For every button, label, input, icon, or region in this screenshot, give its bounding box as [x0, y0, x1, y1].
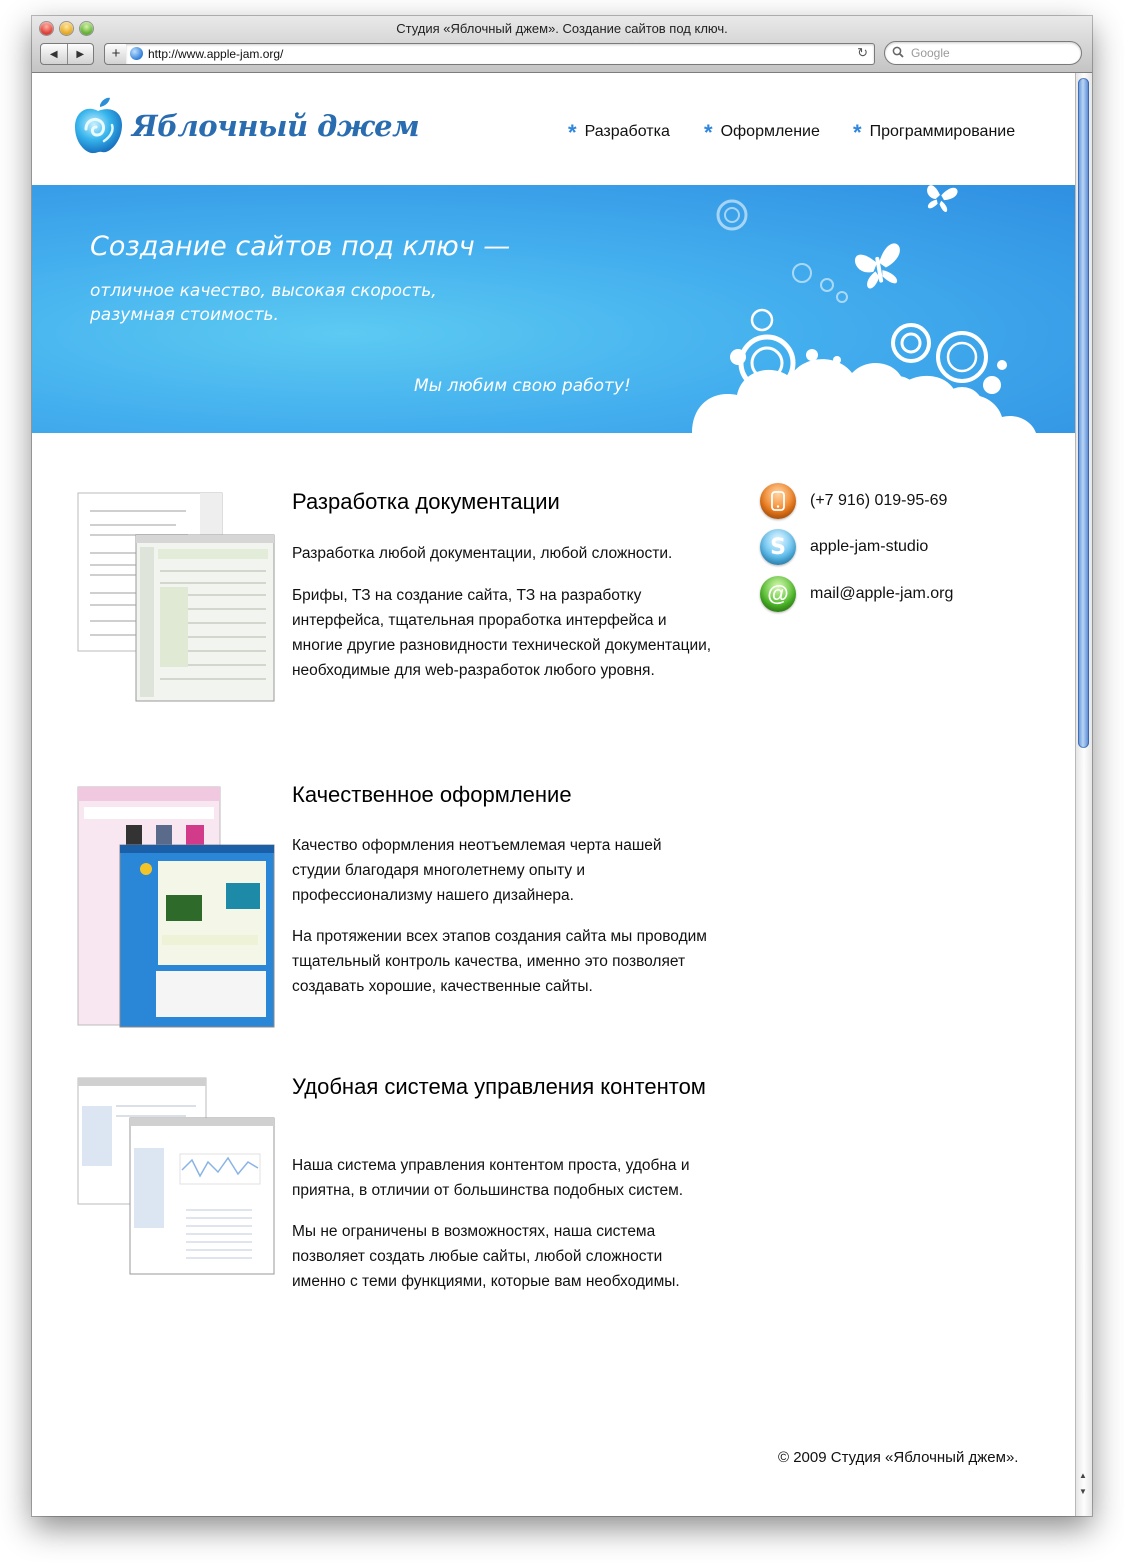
- design-screenshot-thumbnail[interactable]: [76, 785, 276, 1031]
- banner-motto: Мы любим свою работу!: [414, 376, 631, 396]
- cms-screenshot-thumbnail[interactable]: [76, 1076, 276, 1276]
- window-title: Студия «Яблочный джем». Создание сайтов под ключ.: [396, 21, 728, 36]
- section-title-cms: Удобная система управления контентом: [292, 1074, 706, 1099]
- section-text-documentation-1: Разработка любой документации, любой сложности.: [292, 545, 673, 562]
- contact-mail[interactable]: [760, 576, 1020, 612]
- history-buttons: [40, 43, 94, 65]
- main-nav: [568, 120, 670, 145]
- banner-subtitle-line2: разумная стоимость.: [90, 305, 279, 325]
- add-bookmark-button[interactable]: [104, 43, 128, 65]
- contact-mail-text[interactable]: mail@apple-jam.org: [810, 585, 954, 602]
- footer-copyright: © 2009 Студия «Яблочный джем».: [778, 1449, 1019, 1466]
- contact-phone[interactable]: [760, 483, 1020, 519]
- address-bar[interactable]: [126, 43, 875, 65]
- section-text-design-1: Качество оформления неотъемлемая черта нашей студии благодаря многолетнему опыту и профессионализму нашего дизайнера.: [292, 837, 662, 904]
- mail-icon: @: [760, 576, 796, 612]
- main-nav-programming: [853, 120, 1016, 145]
- nav-item-design[interactable]: Оформление: [720, 123, 820, 140]
- bubbles-butterflies-illustration: [672, 185, 1076, 433]
- banner-subtitle: [90, 279, 437, 327]
- forward-button[interactable]: [67, 44, 94, 64]
- reload-icon[interactable]: ↻: [857, 45, 868, 60]
- documentation-screenshot-thumbnail[interactable]: [76, 491, 276, 705]
- scroll-down-arrow-icon[interactable]: ▼: [1079, 1487, 1087, 1496]
- logo-text[interactable]: Яблочный джем: [132, 109, 420, 143]
- section-text-cms-2: Мы не ограничены в возможностях, наша система позволяет создать любые сайты, любой сложности именно с теми функциями, которые вам необходимы.: [292, 1223, 680, 1290]
- asterisk-icon: *: [704, 120, 713, 145]
- search-icon: [892, 46, 904, 58]
- browser-window: [32, 16, 1092, 1516]
- section-title-documentation: Разработка документации: [292, 489, 560, 514]
- contact-skype-text: apple-jam-studio: [810, 538, 929, 555]
- banner-subtitle-line1: отличное качество, высокая скорость,: [90, 281, 437, 301]
- title-bar: [32, 16, 1092, 73]
- plus-icon: +: [111, 45, 121, 62]
- scroll-up-arrow-icon[interactable]: ▲: [1079, 1471, 1087, 1480]
- page-content: [32, 73, 1076, 1516]
- main-nav-design: [704, 120, 820, 145]
- banner-headline: Создание сайтов под ключ —: [90, 231, 511, 262]
- nav-item-development[interactable]: Разработка: [584, 123, 670, 140]
- address-text: http://www.apple-jam.org/: [148, 47, 284, 61]
- vertical-scrollbar[interactable]: [1075, 73, 1092, 1516]
- section-text-cms-1: Наша система управления контентом проста, удобна и приятна, в отличии от большинства подобных систем.: [292, 1157, 690, 1199]
- apple-logo-icon[interactable]: [72, 97, 124, 155]
- asterisk-icon: *: [853, 120, 862, 145]
- globe-icon: [130, 47, 143, 60]
- skype-icon: S: [760, 529, 796, 565]
- contact-skype[interactable]: [760, 529, 1020, 565]
- scrollbar-thumb[interactable]: [1078, 78, 1089, 748]
- search-field[interactable]: [884, 41, 1082, 65]
- back-button[interactable]: [41, 44, 67, 64]
- contact-phone-text: (+7 916) 019-95-69: [810, 492, 948, 509]
- asterisk-icon: *: [568, 120, 577, 145]
- search-placeholder: Google: [911, 46, 950, 60]
- forward-arrow-icon: ▶: [76, 48, 85, 60]
- nav-item-programming[interactable]: Программирование: [869, 123, 1016, 140]
- hero-banner: [32, 185, 1076, 433]
- back-arrow-icon: ◀: [49, 48, 58, 60]
- section-title-design: Качественное оформление: [292, 782, 572, 807]
- phone-icon: [760, 483, 796, 519]
- section-text-documentation-2: Брифы, ТЗ на создание сайта, ТЗ на разработку интерфейса, тщательная проработка интерфейса и многие другие разновидности технической документации, необходимые для web-разработок любого уровня.: [292, 587, 712, 679]
- section-text-design-2: На протяжении всех этапов создания сайта мы проводим тщательный контроль качества, именно это позволяет создавать хорошие, качественные сайты.: [292, 928, 707, 995]
